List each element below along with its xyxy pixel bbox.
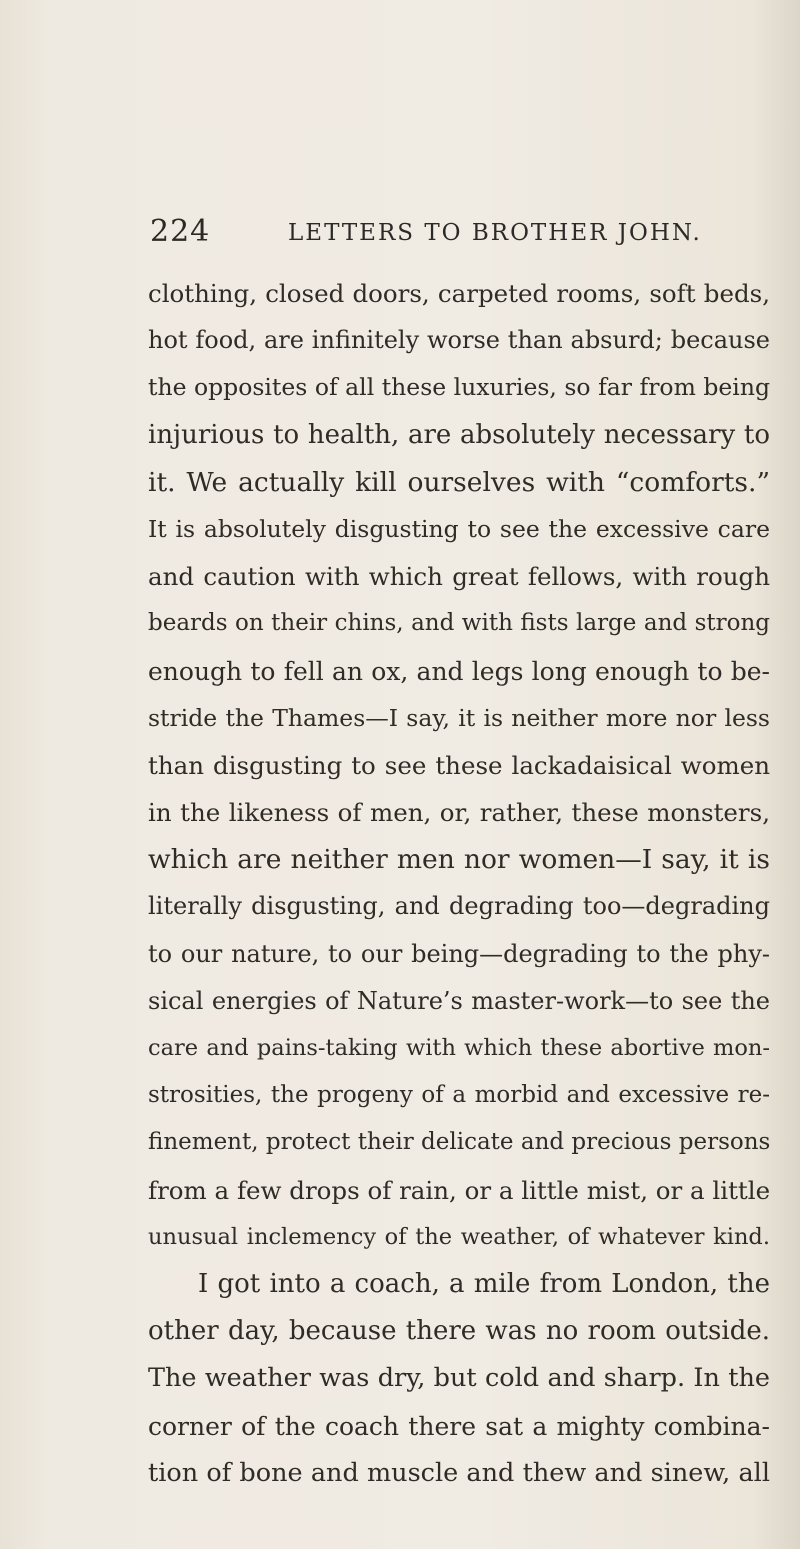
text-line: tion of bone and muscle and thew and sinew, all bbox=[148, 1457, 770, 1488]
text-line: hot food, are infinitely worse than absurd; because bbox=[148, 326, 770, 355]
text-line: which are neither men nor women—I say, it is bbox=[148, 844, 770, 876]
page-header bbox=[150, 214, 790, 254]
text-line: stride the Thames—I say, it is neither more nor less bbox=[148, 703, 770, 732]
body-text bbox=[148, 270, 770, 1497]
text-line: strosities, the progeny of a morbid and excessive re- bbox=[148, 1082, 770, 1109]
text-line: It is absolutely disgusting to see the excessive care bbox=[148, 514, 770, 543]
text-line: finement, protect their delicate and precious persons bbox=[148, 1129, 771, 1156]
page-number: 224 bbox=[150, 214, 211, 249]
text-line: enough to fell an ox, and legs long enough to be- bbox=[148, 656, 770, 686]
text-line: unusual inclemency of the weather, of whatever kind. bbox=[148, 1223, 770, 1250]
text-line: clothing, closed doors, carpeted rooms, soft beds, bbox=[148, 279, 770, 308]
text-line-paragraph-start: I got into a coach, a mile from London, the bbox=[198, 1268, 770, 1299]
text-line: it. We actually kill ourselves with “comforts.” bbox=[148, 466, 770, 498]
text-line: corner of the coach there sat a mighty combina- bbox=[148, 1411, 770, 1441]
text-line: in the likeness of men, or, rather, these monsters, bbox=[148, 798, 770, 828]
text-line: than disgusting to see these lackadaisical women bbox=[148, 750, 770, 780]
text-line: The weather was dry, but cold and sharp. In the bbox=[148, 1363, 770, 1394]
text-line: to our nature, to our being—degrading to the phy- bbox=[148, 939, 770, 968]
text-line: care and pains-taking with which these abortive mon- bbox=[148, 1035, 770, 1061]
text-line: injurious to health, are absolutely necessary to bbox=[148, 419, 770, 450]
running-head: LETTERS TO BROTHER JOHN. bbox=[288, 220, 702, 246]
text-line: the opposites of all these luxuries, so far from being bbox=[148, 373, 770, 402]
text-line: literally disgusting, and degrading too—degrading bbox=[148, 892, 770, 921]
text-line: and caution with which great fellows, with rough bbox=[148, 562, 770, 592]
text-line: from a few drops of rain, or a little mist, or a little bbox=[148, 1175, 771, 1205]
text-line: other day, because there was no room outside. bbox=[148, 1316, 770, 1347]
text-line: sical energies of Nature’s master-work—to see the bbox=[148, 986, 770, 1015]
text-line: beards on their chins, and with fists large and strong bbox=[148, 610, 770, 637]
